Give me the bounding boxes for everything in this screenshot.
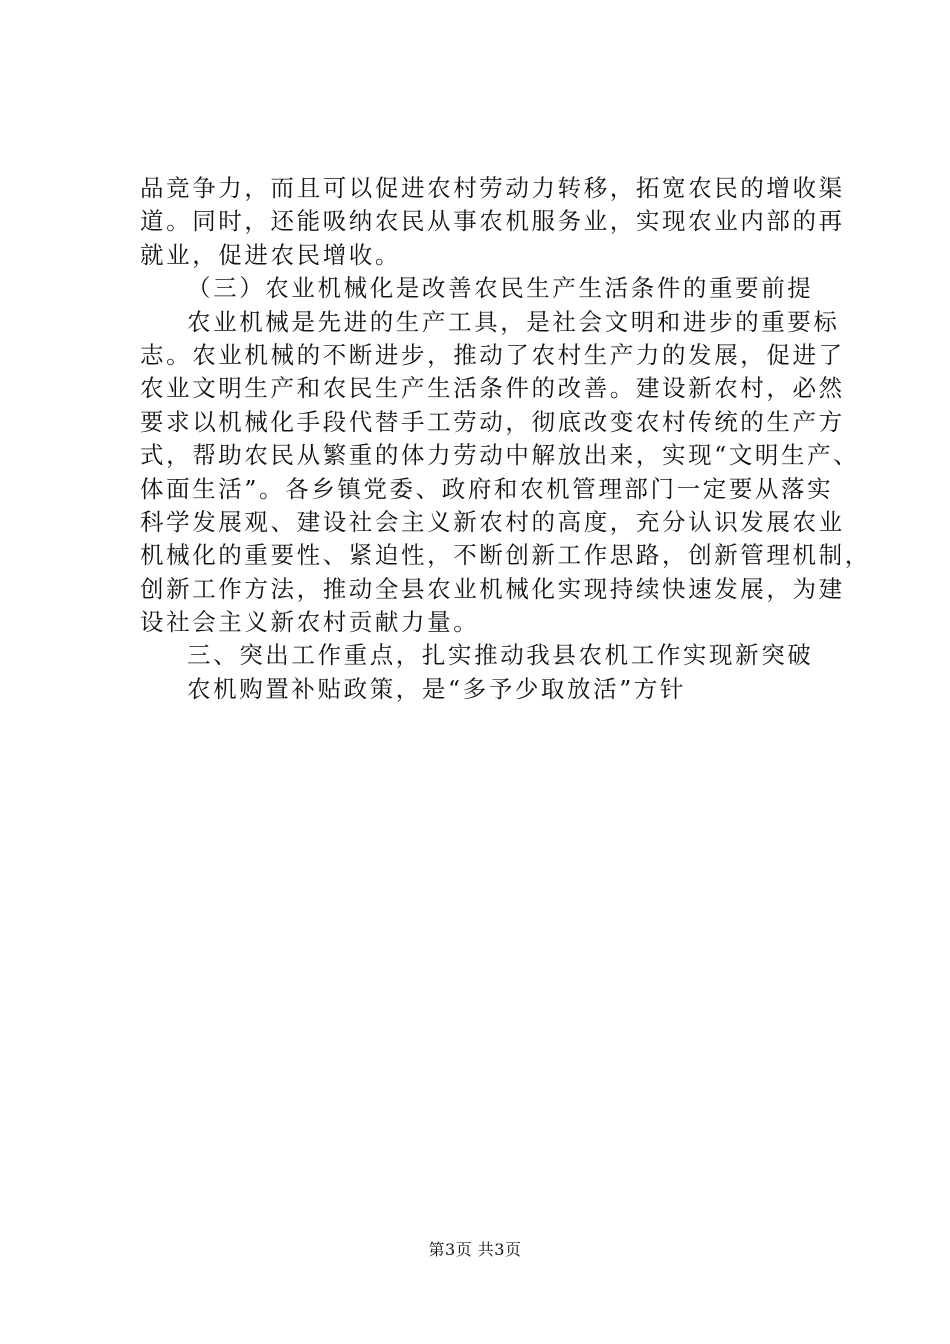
paragraph-start: 农业机械是先进的生产工具，是社会文明和进步的重要标 bbox=[187, 307, 840, 336]
section-heading: 三、突出工作重点，扎实推动我县农机工作实现新突破 bbox=[187, 641, 814, 670]
page-footer: 第3页 共3页 bbox=[428, 1240, 522, 1259]
section-heading: （三）农业机械化是改善农民生产生活条件的重要前提 bbox=[187, 274, 814, 303]
text-line: 体面生活”。各乡镇党委、政府和农机管理部门一定要从落实 bbox=[140, 474, 834, 503]
text-line: 设社会主义新农村贡献力量。 bbox=[140, 608, 480, 637]
text-line: 就业，促进农民增收。 bbox=[140, 240, 401, 269]
text-line: 品竞争力，而且可以促进农村劳动力转移，拓宽农民的增收渠 bbox=[140, 174, 845, 202]
text-line: 机械化的重要性、紧迫性，不断创新工作思路，创新管理机制， bbox=[140, 541, 871, 570]
text-line: 志。农业机械的不断进步，推动了农村生产力的发展，促进了 bbox=[140, 340, 845, 369]
text-line: 道。同时，还能吸纳农民从事农机服务业，实现农业内部的再 bbox=[140, 207, 845, 236]
text-line: 农业文明生产和农民生产生活条件的改善。建设新农村，必然 bbox=[140, 374, 845, 403]
text-line: 要求以机械化手段代替手工劳动，彻底改变农村传统的生产方 bbox=[140, 407, 845, 436]
paragraph-start: 农机购置补贴政策，是“多予少取放活”方针 bbox=[187, 674, 687, 703]
body-text bbox=[140, 172, 871, 706]
text-line: 创新工作方法，推动全县农业机械化实现持续快速发展，为建 bbox=[140, 574, 845, 603]
text-line: 科学发展观、建设社会主义新农村的高度，充分认识发展农业 bbox=[140, 507, 845, 536]
text-line: 式，帮助农民从繁重的体力劳动中解放出来，实现“文明生产、 bbox=[140, 441, 860, 470]
